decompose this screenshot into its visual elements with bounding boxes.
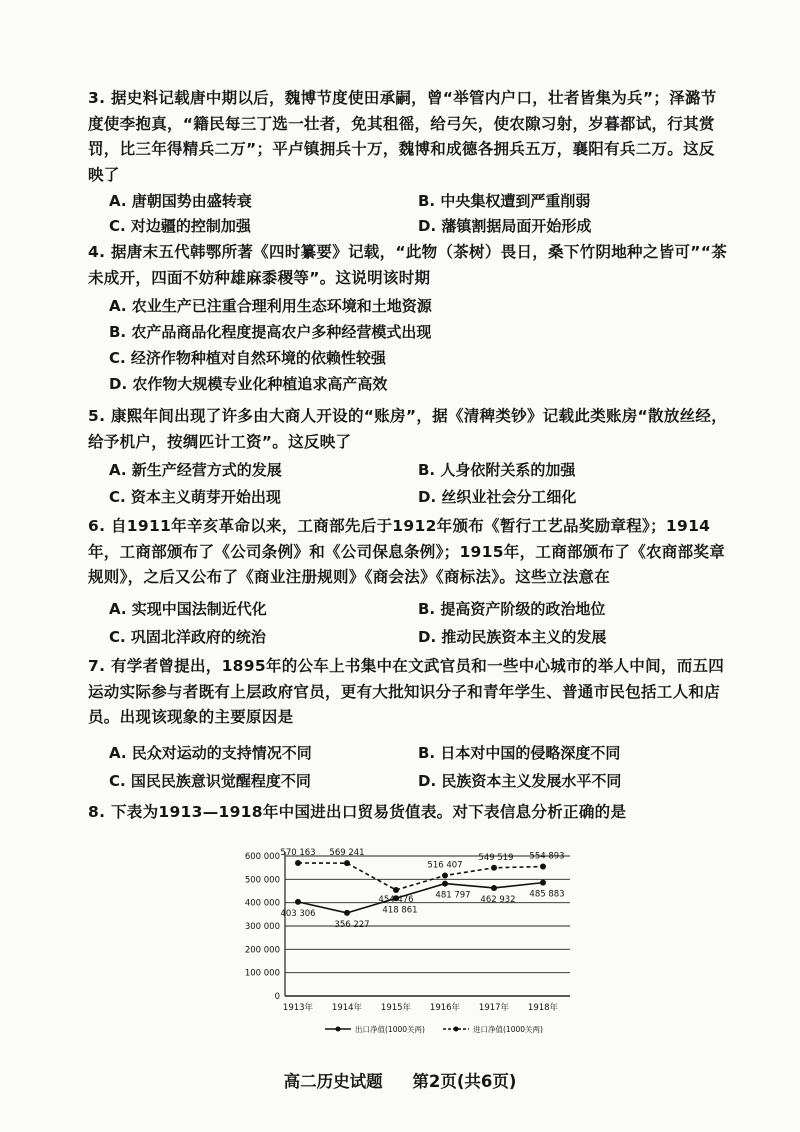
legend-label-1: 出口净值(1000关两) <box>355 1025 425 1034</box>
series-1-point <box>491 885 497 891</box>
question-7-options-row-1 <box>109 742 729 768</box>
x-tick-label: 1918年 <box>527 1003 559 1013</box>
x-tick-label: 1913年 <box>282 1003 314 1013</box>
series-1-point <box>295 899 301 905</box>
series-1-point <box>540 880 546 886</box>
data-label: 481 797 <box>435 890 471 901</box>
question-6-option-c[interactable]: C. 巩固北洋政府的统治 <box>109 628 266 646</box>
question-7-option-a[interactable]: A. 民众对运动的支持情况不同 <box>109 744 312 762</box>
series-2-point <box>344 860 350 866</box>
chart-y-tick-labels <box>245 852 280 1002</box>
legend-marker-2 <box>454 1027 459 1032</box>
question-5-options-row-1 <box>109 459 729 485</box>
legend-label-2: 进口净值(1000关两) <box>473 1025 543 1034</box>
series-2-point <box>491 865 497 871</box>
question-7-option-d[interactable]: D. 民族资本主义发展水平不同 <box>418 772 622 790</box>
question-7-stem: 7. 有学者曾提出，1895年的公车上书集中在文武官员和一些中心城市的举人中间，而五四运动实际参与者既有上层政府官员，更有大批知识分子和青年学生、普通市民包括工人和店员。出现该现象的主要原因是 <box>88 657 725 726</box>
y-tick-label: 0 <box>274 992 280 1002</box>
data-label: 549 519 <box>478 852 514 863</box>
question-7-option-c[interactable]: C. 国民民族意识觉醒程度不同 <box>109 772 311 790</box>
series-1-point <box>442 881 448 887</box>
x-tick-label: 1916年 <box>429 1003 461 1013</box>
question-4-option-d[interactable]: D. 农作物大规模专业化种植追求高产高效 <box>109 375 388 393</box>
question-5-options-row-2 <box>109 486 729 512</box>
question-5-option-b[interactable]: B. 人身依附关系的加强 <box>418 461 576 479</box>
chart-series <box>295 860 546 916</box>
question-5-option-d[interactable]: D. 丝织业社会分工细化 <box>418 488 577 506</box>
question-6-option-a[interactable]: A. 实现中国法制近代化 <box>109 600 267 618</box>
question-4-stem: 4. 据唐末五代韩鄂所著《四时纂要》记载，“此物（茶树）畏日，桑下竹阴地种之皆可”“茶未成开，四面不妨种雄麻黍稷等”。这说明该时期 <box>88 243 728 287</box>
question-4-option-b[interactable]: B. 农产品商品化程度提高农户多种经营模式出现 <box>109 323 432 341</box>
chart-x-tick-labels <box>283 1002 559 1013</box>
x-tick-label: 1915年 <box>380 1003 412 1013</box>
trade-value-line-chart <box>230 840 580 1045</box>
question-7-option-b[interactable]: B. 日本对中国的侵略深度不同 <box>418 744 621 762</box>
y-tick-label: 300 000 <box>244 922 280 932</box>
data-label: 569 241 <box>329 848 365 859</box>
series-2-point <box>295 860 301 866</box>
series-2-point <box>393 887 399 893</box>
data-label: 570 163 <box>280 847 316 858</box>
question-3-option-b[interactable]: B. 中央集权遭到严重削弱 <box>418 192 591 210</box>
chart-grid <box>285 852 570 996</box>
question-6-options-row-1 <box>109 598 729 624</box>
y-tick-label: 500 000 <box>244 875 280 886</box>
question-6-option-b[interactable]: B. 提高资产阶级的政治地位 <box>418 600 606 618</box>
y-tick-label: 100 000 <box>244 968 280 979</box>
y-tick-label: 200 000 <box>244 945 280 956</box>
data-label: 462 932 <box>480 894 516 905</box>
legend-marker-1 <box>336 1027 341 1032</box>
data-label: 418 861 <box>382 905 418 916</box>
chart-legend <box>325 1024 543 1034</box>
question-3-option-d[interactable]: D. 藩镇割据局面开始形成 <box>418 217 592 235</box>
question-4-option-c[interactable]: C. 经济作物种植对自然环境的依赖性较强 <box>109 349 386 367</box>
question-6-options-row-2 <box>109 626 729 652</box>
question-4-option-a[interactable]: A. 农业生产已注重合理利用生态环境和土地资源 <box>109 297 432 315</box>
y-tick-label: 600 000 <box>244 852 280 862</box>
y-tick-label: 400 000 <box>244 898 280 909</box>
question-6-option-d[interactable]: D. 推动民族资本主义的发展 <box>418 628 607 646</box>
data-label: 485 883 <box>529 889 565 900</box>
data-label: 403 306 <box>280 908 316 919</box>
question-8-stem: 8. 下表为1913—1918年中国进出口贸易货值表。对下表信息分析正确的是 <box>88 803 627 821</box>
footer-page-number: 第2页(共6页) <box>412 1072 517 1091</box>
question-5-option-c[interactable]: C. 资本主义萌芽开始出现 <box>109 488 281 506</box>
series-1-point <box>344 910 350 916</box>
question-6-stem: 6. 自1911年辛亥革命以来，工商部先后于1912年颁布《暂行工艺品奖励章程》；1914年，工商部颁布了《公司条例》和《公司保息条例》；1915年，工商部颁布了《农商部奖章规则》，之后又公布了《商业注册规则》《商会法》《商标法》。这些立法意在 <box>88 517 725 586</box>
x-tick-label: 1914年 <box>331 1003 363 1013</box>
question-7-options-row-2 <box>109 770 729 796</box>
x-tick-label: 1917年 <box>478 1003 510 1013</box>
series-2-point <box>540 864 546 870</box>
question-5-option-a[interactable]: A. 新生产经营方式的发展 <box>109 461 282 479</box>
page-footer <box>0 1068 800 1092</box>
question-3-option-c[interactable]: C. 对边疆的控制加强 <box>109 217 251 235</box>
chart-data-labels <box>280 848 564 930</box>
data-label: 516 407 <box>427 860 463 871</box>
question-3-options-row-2 <box>109 215 729 241</box>
question-3-option-a[interactable]: A. 唐朝国势由盛转衰 <box>109 192 252 210</box>
footer-subject: 高二历史试题 <box>283 1072 383 1091</box>
question-3-options-row-1 <box>109 190 729 216</box>
data-label: 356 227 <box>334 919 370 930</box>
question-5-stem: 5. 康熙年间出现了许多由大商人开设的“账房”，据《清稗类钞》记载此类账房“散放丝经，给予机户，按绸匹计工资”。这反映了 <box>88 407 728 451</box>
question-3-stem: 3. 据史料记载唐中期以后，魏博节度使田承嗣，曾“举管内户口，壮者皆集为兵”；泽潞节度使李抱真，“籍民每三丁选一壮者，免其租徭，给弓矢，使农隙习射，岁暮都试，行其赏罚，比三年得精兵二万”；平卢镇拥兵十万，魏博和成德各拥兵五万，襄阳有兵二万。这反映了 <box>88 89 717 184</box>
series-2-point <box>442 873 448 879</box>
data-label: 454 476 <box>378 894 414 905</box>
data-label: 554 893 <box>529 851 565 862</box>
